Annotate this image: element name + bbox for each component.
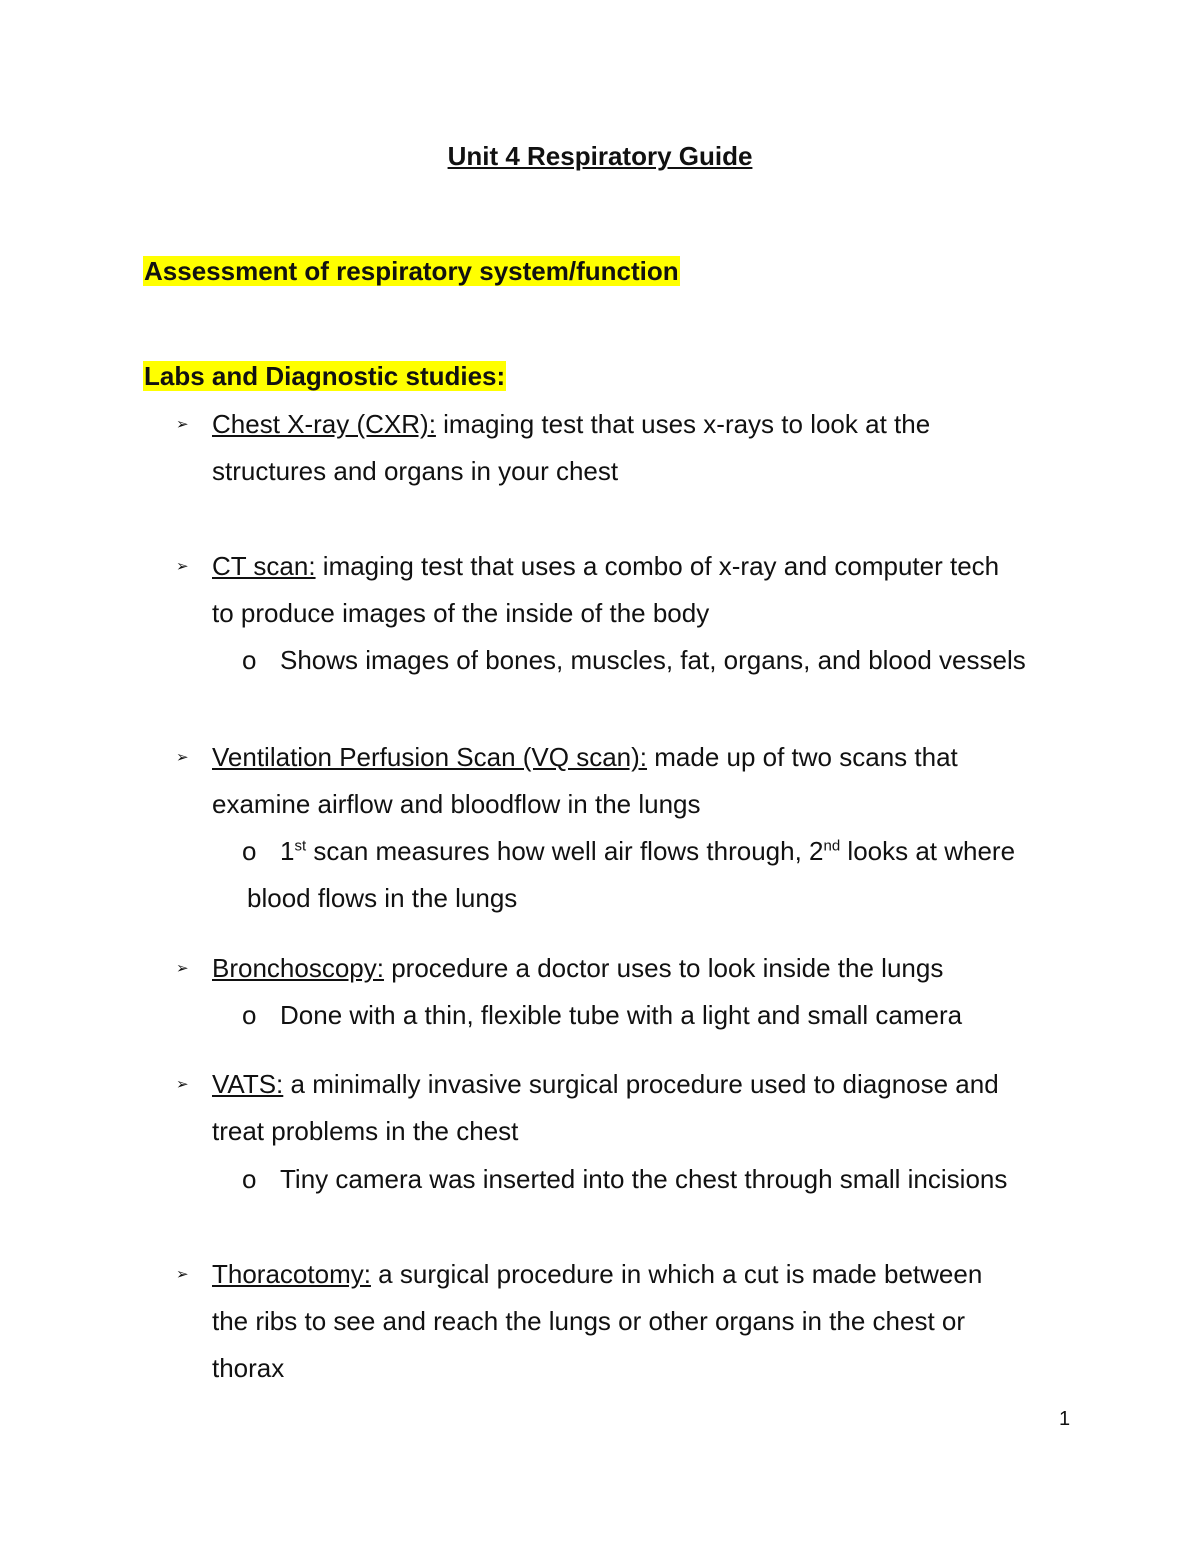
sub-item-ct-scan [242, 637, 1087, 684]
list-item-bronchoscopy [176, 945, 1092, 992]
arrow-bullet-icon: ➢ [176, 1076, 189, 1093]
definition-line: structures and organs in your chest [212, 456, 619, 486]
circle-bullet-icon: o [242, 1000, 257, 1030]
term-bronchoscopy: Bronchoscopy: [212, 953, 384, 983]
definition-line: a surgical procedure in which a cut is made between [370, 1259, 983, 1289]
subsection-heading [143, 359, 506, 393]
definition-line: the ribs to see and reach the lungs or other organs in the chest or [212, 1306, 966, 1336]
section-heading-text: Assessment of respiratory system/function [144, 256, 679, 286]
term-vats: VATS: [212, 1069, 284, 1099]
sub-item-text-continued: blood flows in the lungs [247, 883, 518, 913]
circle-bullet-icon: o [242, 836, 257, 866]
arrow-bullet-icon: ➢ [176, 1266, 189, 1283]
section-heading [143, 254, 680, 288]
sub-item-text: 1st scan measures how well air flows through, 2nd looks at where [280, 836, 1016, 866]
term-ct-scan: CT scan: [212, 551, 316, 581]
definition-line: imaging test that uses a combo of x-ray and computer tech [315, 551, 1000, 581]
definition-line: made up of two scans that [647, 742, 958, 772]
definition-line: examine airflow and bloodflow in the lungs [212, 789, 701, 819]
list-item-vq-scan [176, 734, 1092, 828]
circle-bullet-icon: o [242, 1164, 257, 1194]
definition-line: imaging test that uses x-rays to look at the [435, 409, 931, 439]
arrow-bullet-icon: ➢ [176, 416, 189, 433]
page-number: 1 [1059, 1408, 1071, 1430]
definition-line: to produce images of the inside of the body [212, 598, 710, 628]
definition-line: treat problems in the chest [212, 1116, 519, 1146]
arrow-bullet-icon: ➢ [176, 960, 189, 977]
sub-item-vq-scan [242, 828, 1087, 922]
list-item-ct-scan [176, 543, 1092, 637]
sub-item-vats [242, 1156, 1087, 1203]
sub-item-text: Shows images of bones, muscles, fat, organs, and blood vessels [280, 645, 1026, 675]
circle-bullet-icon: o [242, 645, 257, 675]
sub-item-bronchoscopy [242, 992, 1087, 1039]
list-item-vats [176, 1061, 1092, 1155]
term-vq-scan: Ventilation Perfusion Scan (VQ scan): [212, 742, 648, 772]
list-item-chest-xray [176, 401, 1092, 495]
sub-item-text: Tiny camera was inserted into the chest through small incisions [280, 1164, 1008, 1194]
term-thoracotomy: Thoracotomy: [212, 1259, 371, 1289]
definition-line: thorax [212, 1353, 285, 1383]
page-title: Unit 4 Respiratory Guide [447, 141, 753, 171]
sub-item-text: Done with a thin, flexible tube with a light and small camera [280, 1000, 963, 1030]
subsection-heading-text: Labs and Diagnostic studies: [144, 361, 506, 391]
definition-line: procedure a doctor uses to look inside the lungs [383, 953, 944, 983]
list-item-thoracotomy [176, 1251, 1092, 1392]
definition-line: a minimally invasive surgical procedure used to diagnose and [283, 1069, 999, 1099]
arrow-bullet-icon: ➢ [176, 558, 189, 575]
arrow-bullet-icon: ➢ [176, 749, 189, 766]
term-chest-xray: Chest X-ray (CXR): [212, 409, 436, 439]
